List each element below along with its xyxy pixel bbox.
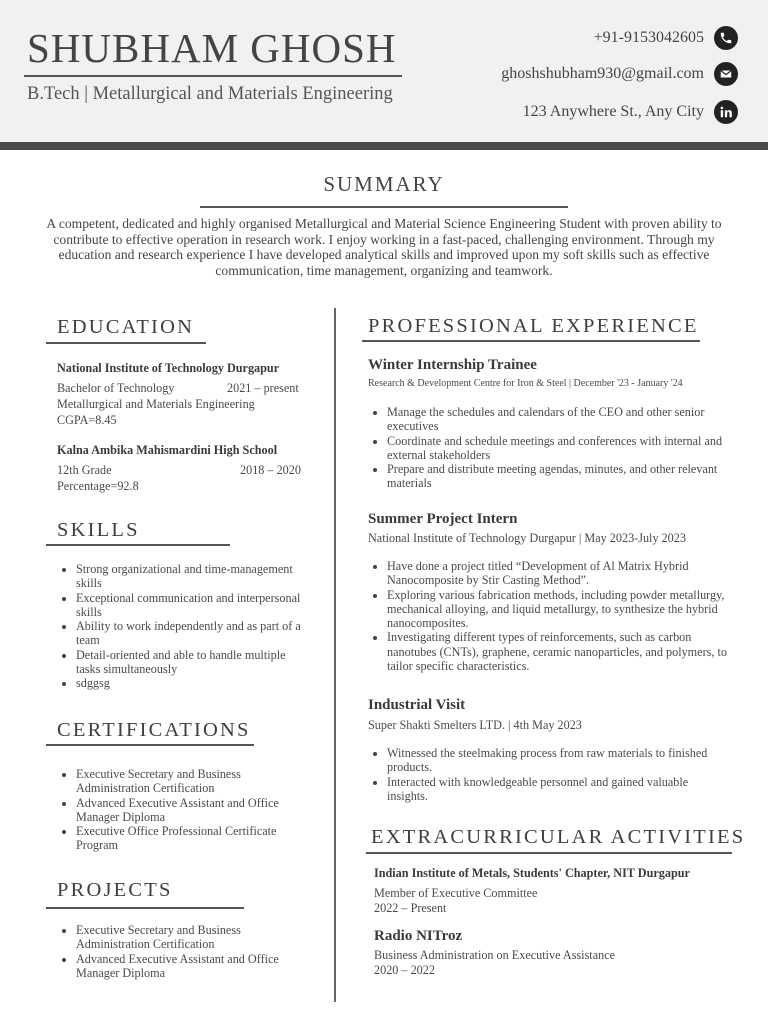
email-text[interactable]: ghoshshubham930@gmail.com bbox=[501, 65, 704, 82]
header-divider-bar bbox=[0, 142, 768, 150]
column-divider bbox=[334, 308, 336, 1002]
education-program: 12th Grade bbox=[57, 463, 112, 477]
list-item: Coordinate and schedule meetings and conferences with internal and external stakeholders bbox=[368, 434, 728, 463]
job-org: Research & Development Centre for Iron & Steel | December '23 - January '24 bbox=[368, 378, 683, 389]
list-item: Ability to work independently and as part of a team bbox=[57, 619, 307, 648]
address-contact bbox=[523, 100, 738, 124]
projects-underline bbox=[46, 907, 244, 909]
job-title: Summer Project Intern bbox=[368, 511, 518, 527]
list-item: Manage the schedules and calendars of the CEO and other senior executives bbox=[368, 405, 728, 434]
summary-underline bbox=[200, 206, 568, 208]
list-item: Executive Secretary and Business Administration Certification bbox=[57, 923, 307, 952]
list-item: Witnessed the steelmaking process from raw materials to finished products. bbox=[368, 746, 728, 775]
education-school: Kalna Ambika Mahismardini High School bbox=[57, 443, 278, 457]
summary-heading: SUMMARY bbox=[323, 172, 445, 196]
job-bullets bbox=[368, 405, 728, 491]
list-item: Interacted with knowledgeable personnel and gained valuable insights. bbox=[368, 775, 728, 804]
list-item: Advanced Executive Assistant and Office Manager Diploma bbox=[57, 952, 307, 981]
activity-org: Radio NITroz bbox=[374, 928, 463, 944]
job-bullets bbox=[368, 746, 728, 803]
phone-contact bbox=[594, 26, 738, 50]
education-score: CGPA=8.45 bbox=[57, 413, 117, 427]
list-item: Strong organizational and time-management skills bbox=[57, 562, 307, 591]
degree-line: B.Tech | Metallurgical and Materials Engineering bbox=[27, 84, 393, 104]
education-underline bbox=[46, 342, 206, 344]
education-school: National Institute of Technology Durgapur bbox=[57, 361, 280, 375]
projects-list bbox=[57, 923, 307, 980]
job-title: Industrial Visit bbox=[368, 697, 466, 713]
job-title: Winter Internship Trainee bbox=[368, 357, 537, 373]
education-field: Metallurgical and Materials Engineering bbox=[57, 397, 255, 411]
list-item: Investigating different types of reinforcements, such as carbon nanotubes (CNTs), graphene, ceramic nanoparticles, and polymers, to tailor specific characteristics. bbox=[368, 630, 730, 673]
activity-role: Business Administration on Executive Assistance bbox=[374, 948, 616, 962]
linkedin-icon[interactable] bbox=[714, 100, 738, 124]
skills-underline bbox=[46, 544, 230, 546]
address-text: 123 Anywhere St., Any City bbox=[522, 103, 704, 120]
education-score: Percentage=92.8 bbox=[57, 479, 139, 493]
candidate-name: SHUBHAM GHOSH bbox=[27, 25, 397, 71]
education-dates: 2018 – 2020 bbox=[240, 463, 301, 477]
certifications-underline bbox=[46, 744, 254, 746]
job-org: National Institute of Technology Durgapur | May 2023-July 2023 bbox=[368, 531, 686, 545]
list-item: sdggsg bbox=[57, 676, 307, 690]
list-item: Have done a project titled “Development of Al Matrix Hybrid Nanocomposite by Stir Casting Method”. bbox=[368, 559, 730, 588]
phone-text[interactable]: +91-9153042605 bbox=[593, 29, 704, 46]
skills-list bbox=[57, 562, 307, 691]
job-bullets bbox=[368, 559, 730, 673]
extracurricular-underline bbox=[366, 852, 732, 854]
mail-icon bbox=[714, 62, 738, 86]
list-item: Exploring various fabrication methods, including powder metallurgy, mechanical alloying, and liquid metallurgy, to synthesize the hybrid nanocomposites. bbox=[368, 588, 730, 631]
experience-heading: PROFESSIONAL EXPERIENCE bbox=[368, 315, 699, 337]
activity-org: Indian Institute of Metals, Students' Chapter, NIT Durgapur bbox=[374, 866, 690, 880]
education-dates: 2021 – present bbox=[227, 381, 299, 395]
activity-dates: 2020 – 2022 bbox=[374, 963, 435, 977]
skills-heading: SKILLS bbox=[57, 519, 140, 541]
job-org: Super Shakti Smelters LTD. | 4th May 2023 bbox=[368, 718, 582, 732]
projects-heading: PROJECTS bbox=[57, 879, 173, 901]
phone-icon bbox=[714, 26, 738, 50]
list-item: Executive Office Professional Certificate Program bbox=[57, 824, 307, 853]
list-item: Executive Secretary and Business Administration Certification bbox=[57, 767, 307, 796]
email-contact bbox=[501, 62, 738, 86]
extracurricular-heading: EXTRACURRICULAR ACTIVITIES bbox=[371, 826, 746, 848]
certifications-list bbox=[57, 767, 307, 853]
name-underline bbox=[24, 75, 402, 77]
list-item: Advanced Executive Assistant and Office Manager Diploma bbox=[57, 796, 307, 825]
education-program: Bachelor of Technology bbox=[57, 381, 175, 395]
activity-role: Member of Executive Committee bbox=[374, 886, 538, 900]
experience-underline bbox=[362, 340, 700, 342]
list-item: Prepare and distribute meeting agendas, minutes, and other relevant materials bbox=[368, 462, 728, 491]
list-item: Exceptional communication and interpersonal skills bbox=[57, 591, 307, 620]
activity-dates: 2022 – Present bbox=[374, 901, 447, 915]
certifications-heading: CERTIFICATIONS bbox=[57, 719, 251, 741]
summary-text: A competent, dedicated and highly organised Metallurgical and Material Science Engineering Student with proven ability to contribute to effective operation in research work. I enjoy working in a fast-paced, challenging environment. Through my education and research experience I have developed analytical skills and improved upon my soft skills such as effective communication, time management, organizing and teamwork. bbox=[46, 216, 722, 278]
education-heading: EDUCATION bbox=[57, 316, 195, 338]
list-item: Detail-oriented and able to handle multiple tasks simultaneously bbox=[57, 648, 307, 677]
